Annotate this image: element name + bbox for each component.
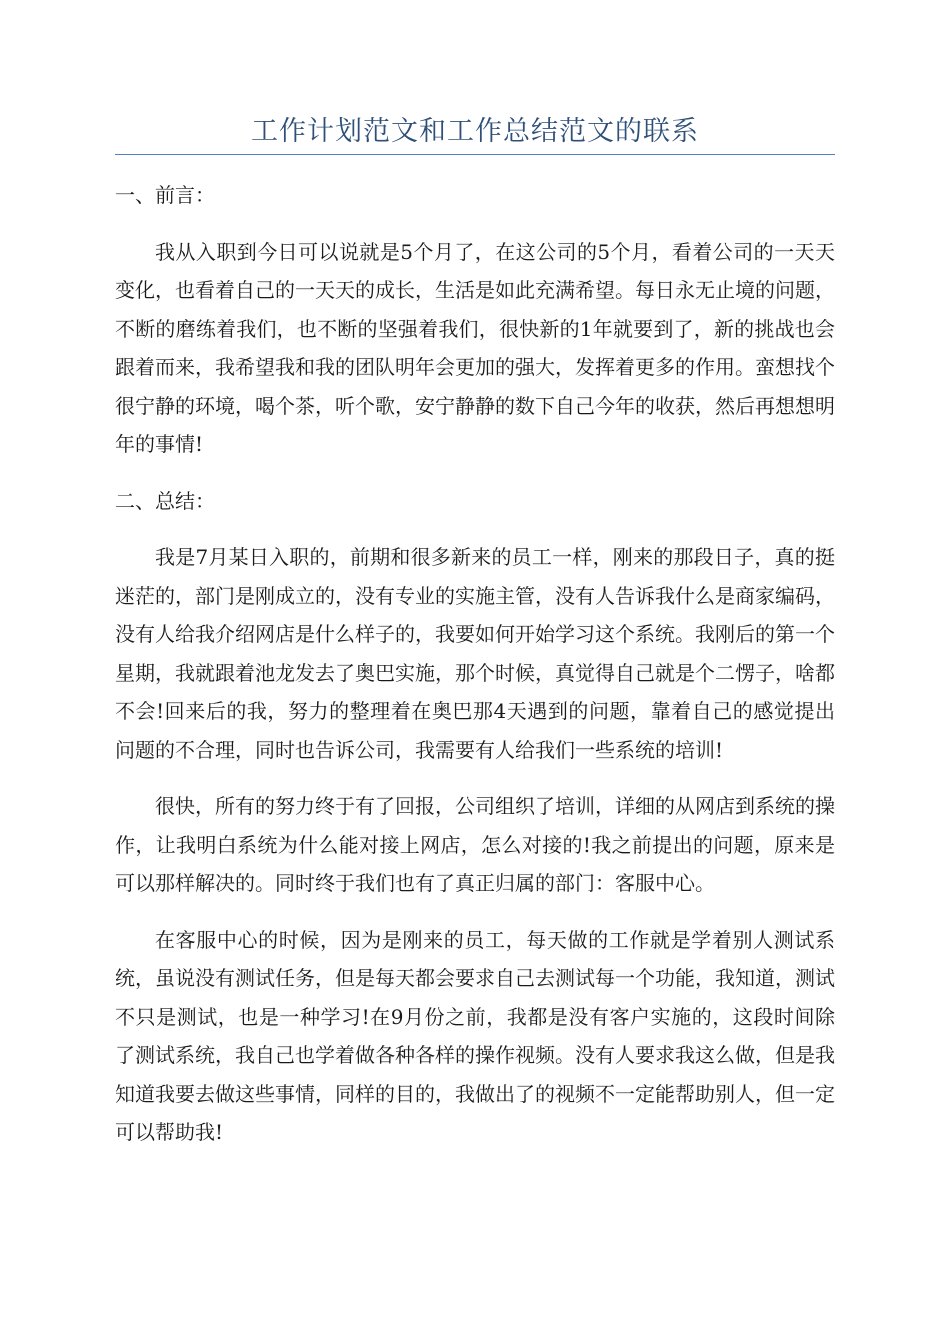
- paragraph: 很快，所有的努力终于有了回报，公司组织了培训，详细的从网店到系统的操作，让我明白系统为什么能对接上网店，怎么对接的!我之前提出的问题，原来是可以那样解决的。同时终于我们也有了真正归属的部门：客服中心。: [115, 794, 835, 895]
- document-body: [115, 176, 835, 1170]
- page-title: 工作计划范文和工作总结范文的联系: [251, 116, 699, 147]
- section-heading-preface: 一、前言：: [115, 183, 215, 207]
- title-underline: [115, 154, 835, 155]
- paragraph: 我从入职到今日可以说就是5个月了，在这公司的5个月，看着公司的一天天变化，也看着自己的一天天的成长，生活是如此充满希望。每日永无止境的问题，不断的磨练着我们，也不断的坚强着我们，很快新的1年就要到了，新的挑战也会跟着而来，我希望我和我的团队明年会更加的强大，发挥着更多的作用。蛮想找个很宁静的环境，喝个茶，听个歌，安宁静静的数下自己今年的收获，然后再想想明年的事情!: [115, 239, 835, 456]
- paragraph: 在客服中心的时候，因为是刚来的员工，每天做的工作就是学着别人测试系统，虽说没有测试任务，但是每天都会要求自己去测试每一个功能，我知道，测试不只是测试，也是一种学习!在9月份之前，我都是没有客户实施的，这段时间除了测试系统，我自己也学着做各种各样的操作视频。没有人要求我这么做，但是我知道我要去做这些事情，同样的目的，我做出了的视频不一定能帮助别人，但一定可以帮助我!: [115, 927, 835, 1144]
- paragraph: 我是7月某日入职的，前期和很多新来的员工一样，刚来的那段日子，真的挺迷茫的，部门是刚成立的，没有专业的实施主管，没有人告诉我什么是商家编码，没有人给我介绍网店是什么样子的，我要如何开始学习这个系统。我刚后的第一个星期，我就跟着池龙发去了奥巴实施，那个时候，真觉得自己就是个二愣子，啥都不会!回来后的我，努力的整理着在奥巴那4天遇到的问题，靠着自己的感觉提出问题的不合理，同时也告诉公司，我需要有人给我们一些系统的培训!: [115, 545, 835, 762]
- section-heading-summary: 二、总结：: [115, 488, 215, 513]
